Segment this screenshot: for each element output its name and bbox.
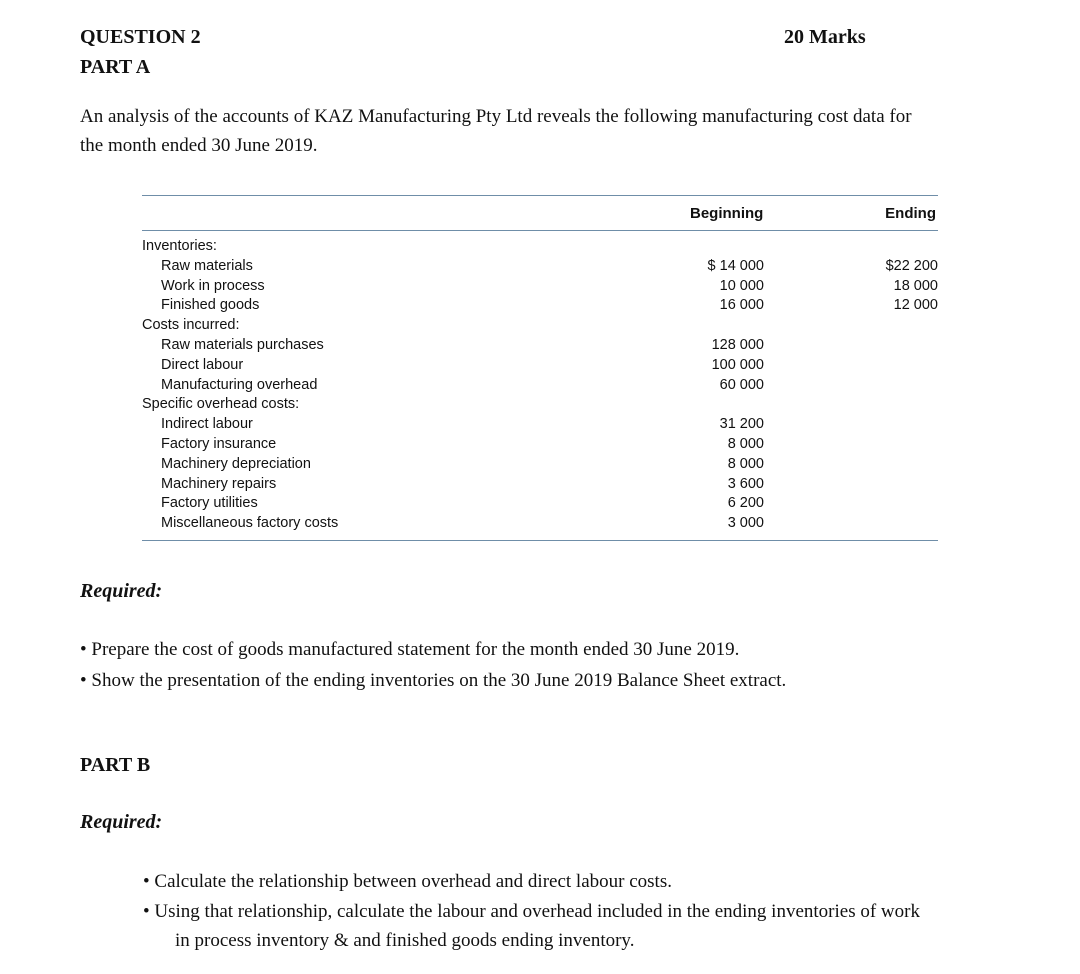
col-header-beginning: Beginning	[690, 205, 764, 222]
bullet-text: Using that relationship, calculate the labour and overhead included in the ending inventories of work	[154, 901, 920, 922]
row-ending-value: 12 000	[893, 297, 938, 314]
table-header-rule	[142, 230, 938, 231]
row-label: Inventories:	[142, 238, 217, 254]
bullet-dot: •	[143, 901, 150, 922]
table-row	[142, 414, 938, 434]
table-row	[142, 295, 938, 315]
row-beginning-value: 3 000	[727, 515, 764, 532]
row-label: Factory insurance	[161, 436, 277, 452]
table-row	[142, 236, 938, 256]
question-title: QUESTION 2	[80, 26, 201, 48]
row-beginning-value: 8 000	[727, 455, 764, 472]
marks-label: 20 Marks	[784, 26, 866, 48]
row-ending-value: 18 000	[893, 277, 938, 294]
table-row	[142, 375, 938, 395]
row-label: Work in process	[161, 277, 265, 294]
part-b-bullet-1	[143, 867, 672, 897]
row-label: Costs incurred:	[142, 317, 240, 334]
bullet-dot: •	[80, 639, 87, 660]
row-beginning-value: 31 200	[719, 416, 764, 433]
row-label: Manufacturing overhead	[161, 376, 318, 393]
row-label: Machinery depreciation	[161, 455, 311, 472]
table-top-rule	[142, 195, 938, 196]
table-row	[142, 493, 938, 513]
row-label: Direct labour	[161, 356, 244, 373]
bullet-text: Calculate the relationship between overhead and direct labour costs.	[154, 871, 672, 892]
table-row	[142, 474, 938, 494]
part-b-bullet-2-continuation: in process inventory & and finished goods ending inventory.	[175, 930, 635, 951]
table-row	[142, 434, 938, 454]
table-row	[142, 394, 938, 414]
part-a-required-heading: Required:	[80, 580, 163, 602]
table-row	[142, 335, 938, 355]
row-ending-value: $22 200	[885, 257, 938, 274]
row-beginning-value: 6 200	[727, 495, 764, 512]
row-beginning-value: 60 000	[719, 376, 764, 393]
row-beginning-value: 3 600	[727, 475, 764, 492]
table-row	[142, 276, 938, 296]
part-a-bullet-1	[80, 635, 739, 665]
bullet-dot: •	[143, 871, 150, 892]
table-row	[142, 513, 938, 533]
row-beginning-value: 16 000	[719, 297, 764, 314]
row-beginning-value: 8 000	[727, 436, 764, 452]
table-row	[142, 454, 938, 474]
row-label: Miscellaneous factory costs	[161, 515, 339, 532]
col-header-ending: Ending	[885, 205, 936, 222]
row-label: Finished goods	[161, 297, 260, 314]
bullet-dot: •	[80, 670, 87, 691]
part-a-title: PART A	[80, 56, 151, 78]
row-label: Raw materials	[161, 257, 253, 274]
bullet-text: Show the presentation of the ending inventories on the 30 June 2019 Balance Sheet extract.	[91, 670, 787, 691]
intro-line-1: An analysis of the accounts of KAZ Manufacturing Pty Ltd reveals the following manufacturing cost data for	[80, 106, 912, 127]
table-row	[142, 355, 938, 375]
row-beginning-value: $ 14 000	[707, 257, 764, 274]
row-beginning-value: 10 000	[719, 277, 764, 294]
part-b-bullet-2	[143, 897, 920, 927]
table-row	[142, 256, 938, 276]
part-b-title: PART B	[80, 754, 151, 776]
row-beginning-value: 128 000	[711, 337, 764, 353]
table-row	[142, 315, 938, 335]
row-label: Specific overhead costs:	[142, 396, 300, 413]
part-a-bullet-2	[80, 666, 786, 696]
row-label: Raw materials purchases	[161, 337, 324, 353]
bullet-text: Prepare the cost of goods manufactured statement for the month ended 30 June 2019.	[91, 639, 740, 660]
row-label: Machinery repairs	[161, 475, 277, 492]
part-b-required-heading: Required:	[80, 811, 163, 833]
intro-line-2: the month ended 30 June 2019.	[80, 135, 318, 156]
row-beginning-value: 100 000	[711, 356, 764, 373]
table-bottom-rule	[142, 540, 938, 541]
row-label: Indirect labour	[161, 416, 253, 433]
row-label: Factory utilities	[161, 495, 258, 512]
